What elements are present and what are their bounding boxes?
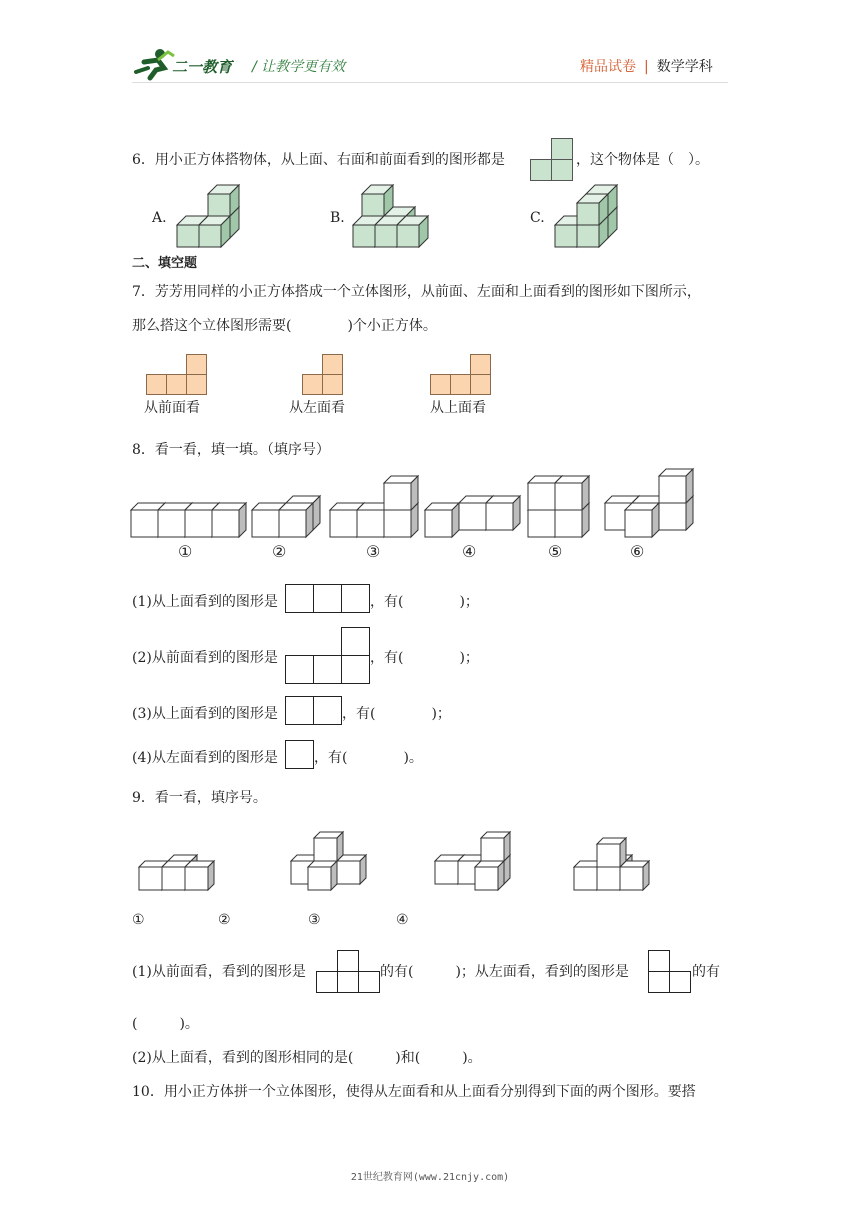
cube-2-front: [362, 194, 384, 216]
q8-figure-5: [527, 460, 597, 540]
q8-label-1: ①: [178, 542, 193, 561]
q8-sub1-shape: [285, 584, 371, 614]
square-1: [167, 375, 187, 395]
cube-3-front: [481, 838, 504, 861]
q9-sub2-text: (2)从上面看，看到的图形相同的是( )和( )。: [132, 1050, 482, 1066]
brand-subject-label: 数学学科: [656, 59, 713, 75]
square-2: [187, 375, 207, 395]
q9-sub1-front-shape: [316, 950, 380, 994]
cube-1-front: [555, 510, 582, 537]
cube-0-front: [131, 510, 158, 537]
header: [0, 0, 860, 90]
cube-3-front: [555, 483, 582, 510]
q8-sub4-shape: [285, 740, 315, 770]
q8-sub2-text-b: ，有( )；: [370, 650, 479, 666]
cube-0-front: [528, 510, 555, 537]
cube-3-front: [212, 510, 239, 537]
q7-line2: 那么搭这个立体图形需要( )个小正方体。: [132, 318, 437, 334]
q7-line1: 7．芳芳用同样的小正方体搭成一个立体图形，从前面、左面和上面看到的图形如下图所示，: [132, 284, 701, 300]
runner-logo-icon: [134, 48, 174, 80]
q8-sub1-text-a: (1)从上面看到的图形是: [132, 594, 278, 610]
cube-3-front: [577, 225, 599, 247]
cube-4-front: [375, 225, 397, 247]
q8-sub2-text-a: (2)从前面看到的图形是: [132, 650, 278, 666]
q7-front-label: 从前面看: [144, 400, 200, 416]
cube-4-front: [475, 867, 498, 890]
q8-sub3-text-a: (3)从上面看到的图形是: [132, 706, 278, 722]
q6-option-a-cubes: [176, 180, 246, 250]
q8-figure-4: [424, 460, 524, 540]
q7-left-label: 从左面看: [289, 400, 345, 416]
square-2: [323, 355, 343, 375]
brand-separator: |: [644, 59, 649, 75]
q6-option-c-cubes: [554, 180, 624, 250]
q9-figure-3: [428, 824, 518, 894]
q9-figure-4: [573, 824, 663, 894]
cube-3-front: [199, 225, 221, 247]
q8-label-5: ⑤: [548, 542, 563, 561]
q9-figure-1: [138, 824, 228, 894]
cube-2-front: [177, 225, 199, 247]
square-0: [147, 375, 167, 395]
q7-top-label: 从上面看: [430, 400, 486, 416]
cube-1-front: [139, 867, 162, 890]
q9-stem: 9．看一看，填序号。: [132, 790, 267, 806]
cube-0-front: [459, 503, 486, 530]
q8-sub1-text-b: ，有( )；: [370, 594, 479, 610]
section-title: 二、填空题: [132, 256, 198, 271]
square-3: [187, 355, 207, 375]
cube-4-front: [625, 510, 652, 537]
header-underline: [132, 82, 728, 83]
cube-2-front: [279, 510, 306, 537]
q7-left-view: [302, 354, 344, 396]
q9-sub1-text-c: 的有: [692, 964, 720, 980]
square-0: [303, 375, 323, 395]
q6-option-c: C.: [530, 210, 545, 226]
cube-1-front: [574, 867, 597, 890]
q9-sub1-text-b: 的有( )；从左面看，看到的图形是: [380, 964, 629, 980]
brand-exam-label: 精品试卷: [580, 59, 636, 75]
q7-front-view: [146, 354, 208, 396]
header-slogan: / 让教学更有效: [252, 59, 346, 75]
cube-4-front: [308, 867, 331, 890]
cube-2-front: [597, 867, 620, 890]
q8-figure-6: [597, 460, 697, 540]
cube-3-front: [384, 483, 411, 510]
cube-2-front: [425, 510, 452, 537]
cube-3-front: [185, 867, 208, 890]
cube-5-front: [397, 225, 419, 247]
cube-3-front: [620, 867, 643, 890]
q10-line1: 10．用小正方体拼一个立体图形，使得从左面看和从上面看分别得到下面的两个图形。要搭: [132, 1084, 696, 1100]
q6-option-a: A.: [152, 210, 167, 226]
cube-4-front: [577, 203, 599, 225]
q8-figure-1: [130, 460, 250, 540]
page-footer: 21世纪教育网(www.21cnjy.com): [350, 1172, 510, 1183]
q9-label-2: ②: [218, 912, 231, 928]
q6-option-b: B.: [330, 210, 345, 226]
square-0: [431, 375, 451, 395]
cube-4-front: [597, 844, 620, 867]
cube-3-front: [659, 476, 686, 503]
cube-0-front: [330, 510, 357, 537]
q8-stem: 8．看一看，填一填。（填序号）: [132, 442, 330, 458]
cube-1-front: [208, 194, 230, 216]
q9-sub1-text-d: ( )。: [132, 1016, 199, 1032]
cube-2-front: [659, 503, 686, 530]
q8-label-3: ③: [366, 542, 381, 561]
square-2: [471, 375, 491, 395]
q6-option-b-cubes: [352, 180, 422, 250]
header-brand: [580, 56, 713, 76]
q6-view-icon: [530, 138, 576, 182]
cube-2-front: [555, 225, 577, 247]
q8-sub3-text-b: ，有( )；: [342, 706, 451, 722]
cube-0-front: [435, 861, 458, 884]
cube-1-front: [252, 510, 279, 537]
square-3: [471, 355, 491, 375]
cube-2-front: [337, 861, 360, 884]
q9-sub1-left-shape: [648, 950, 692, 994]
cube-2-front: [384, 510, 411, 537]
q8-label-2: ②: [272, 542, 287, 561]
q8-sub4-text-a: (4)从左面看到的图形是: [132, 750, 278, 766]
q8-label-6: ⑥: [630, 542, 645, 561]
q8-figure-3: [329, 460, 429, 540]
q6-stem-b: ，这个物体是（ ）。: [576, 152, 709, 168]
q9-label-1: ①: [132, 912, 145, 928]
cube-2-front: [162, 867, 185, 890]
q8-label-4: ④: [462, 542, 477, 561]
cube-1-front: [357, 510, 384, 537]
q8-sub3-shape: [285, 696, 343, 726]
cube-1-front: [158, 510, 185, 537]
q7-top-view: [430, 354, 492, 396]
q9-label-3: ③: [308, 912, 321, 928]
cube-2-front: [185, 510, 212, 537]
q6-stem-a: 6．用小正方体搭物体，从上面、右面和前面看到的图形都是: [132, 152, 505, 168]
q8-sub2-shape: [285, 627, 371, 685]
square-1: [323, 375, 343, 395]
q9-label-4: ④: [396, 912, 409, 928]
logo-text: 二一教育: [172, 58, 233, 76]
cube-3-front: [314, 838, 337, 861]
cube-3-front: [353, 225, 375, 247]
q8-sub4-text-b: ，有( )。: [314, 750, 423, 766]
q8-figure-2: [251, 460, 331, 540]
cube-2-front: [528, 483, 555, 510]
cube-1-front: [486, 503, 513, 530]
q9-sub1-text-a: (1)从前面看，看到的图形是: [132, 964, 306, 980]
square-1: [451, 375, 471, 395]
q9-figure-2: [284, 824, 374, 894]
